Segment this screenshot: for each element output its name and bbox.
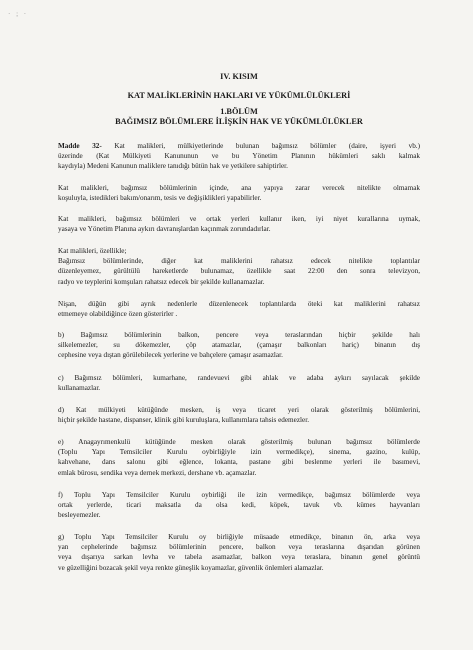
paragraph-line: koşuluyla, istedikleri bakım/onarım, tesis ve değişiklikleri yapabilirler. [58,194,262,203]
paragraph-events [58,299,420,319]
paragraph-line: Kat malikleri, özellikle; [58,247,127,255]
paragraph-article-32 [58,141,420,172]
paragraph-line: g) Toplu Yapı Temsilciler Kurulu oy birliğiyle müsaade etmedikçe, binanın ön, arka veya [58,533,420,541]
paragraph-item-f [58,490,420,521]
article-number: Madde 32- [58,142,102,150]
document-title: KAT MALİKLERİNİN HAKLARI VE YÜKÜMLÜLÜKLERİ [127,91,351,100]
paragraph-line [58,141,420,151]
paragraph-line: yan cephelerinde bağımsız bölümlerinin pencere, balkon veya teraslarına dışarıdan görünen [58,543,420,552]
paragraph-item-e [58,437,420,478]
paragraph-line: kaydıyla) Medeni Kanunun maliklere tanıdığı bütün hak ve yetkilere sahiptirler. [58,162,288,171]
paragraph-line: emlak bürosu, sendika veya dernek merkezi, dershane vb. açamazlar. [58,468,257,477]
paragraph-line: üzerinde (Kat Mülkiyeti Kanununun ve bu Yönetim Planının hükümleri saklı kalmak [58,152,420,161]
paragraph-line: ve güzelliğini bozacak şekil veya renkte güneşlik koyamazlar, güvenlik önlemleri alamazlar. [58,563,324,572]
paragraph-noise [58,246,420,287]
paragraph-line: Kat malikleri, bağımsız bölümlerinin içinde, ana yapıya zarar verecek nitelikte olmamak [58,184,420,192]
paragraph-line: e) Anagayrımenkulü kütüğünde mesken olarak gösterilmiş bulunan bağımsız bölümlerde [58,438,420,446]
paragraph-line: Bağımsız bölümlerinde, diğer kat maliklerini rahatsız edecek nitelikte toplantılar [58,257,420,266]
paragraph-line: kahvehane, dans salonu gibi eğlence, lokanta, pastane gibi beslenme yerleri ile basımevi, [58,458,420,467]
paragraph-line: besleyemezler. [58,511,101,520]
paragraph-line: ortak yerlerde, ticari maksatla da olsa kedi, köpek, tavuk vb. kümes hayvanları [58,501,420,510]
paragraph-line: radyo ve teyplerini komşuları rahatsız edecek bir şekilde kullanamazlar. [58,277,265,286]
paragraph-line: yasaya ve Yönetim Planına aykırı davranışlardan kaçınmak zorundadırlar. [58,225,271,234]
corner-mark: · ; · [8,10,29,18]
section-title: BAĞIMSIZ BÖLÜMLERE İLİŞKİN HAK VE YÜKÜMLÜLÜKLER [115,117,363,126]
paragraph-line: etmemeye olabildiğince özen gösterirler . [58,310,178,319]
paragraph-item-g [58,532,420,573]
paragraph-line: hiçbir şekilde hastane, dispanser, klinik gibi kuruluşlara, kullanımlara tahsis edemezler. [58,416,310,425]
paragraph-line: (Toplu Yapı Temsilciler Kurulu oybirliğiyle izin vermedikçe), sinema, gazino, kulüp, [58,448,420,457]
paragraph-line: f) Toplu Yapı Temsilciler Kurulu oybirliği ile izin vermedikçe, bağımsız bölümlerde veya [58,491,420,499]
paragraph-line: düzenleyemez, gürültülü hareketlerde bulunamaz, özellikle saat 22:00 den sonra televizyon, [58,267,420,276]
paragraph-renovation [58,183,420,203]
paragraph-line: cephesine veya dıştan görülebilecek yerlerine ve bahçelere çamaşır asamazlar. [58,351,283,360]
paragraph-good-faith [58,214,420,234]
paragraph-text: Kat malikleri, mülkiyetlerinde bulunan bağımsız bölümler (daire, işyeri vb.) [101,142,420,150]
paragraph-line: silkelemezler, su dökemezler, çöp atamazlar, (çamaşır balkonları hariç) binanın dış [58,341,420,350]
part-heading: IV. KISIM [220,72,258,81]
paragraph-item-c [58,373,420,393]
paragraph-line: kullanamazlar. [58,384,101,393]
paragraph-line: b) Bağımsız bölümlerinin balkon, pencere veya teraslarından hiçbir şekilde halı [58,331,420,339]
paragraph-line: d) Kat mülkiyeti kütüğünde mesken, iş veya ticaret yeri olarak gösterilmiş bölümlerini, [58,406,420,414]
paragraph-item-b [58,330,420,361]
paragraph-item-d [58,405,420,425]
paragraph-line: Kat malikleri, bağımsız bölümleri ve ortak yerleri kullanır iken, iyi niyet kurallarına uymak, [58,215,420,223]
paragraph-line: Nişan, düğün gibi ayrık nedenlerle düzenlenecek toplantılarda öteki kat maliklerini rahatsız [58,300,420,308]
paragraph-line: c) Bağımsız bölümleri, kumarhane, randevuevi gibi ahlak ve adaba aykırı sayılacak şekilde [58,374,420,382]
section-heading: 1.BÖLÜM [220,107,258,116]
paragraph-line: veya dışarıya sarkan levha ve tabela asamazlar, balkon veya teraslara, binanın genel görüntü [58,553,420,562]
